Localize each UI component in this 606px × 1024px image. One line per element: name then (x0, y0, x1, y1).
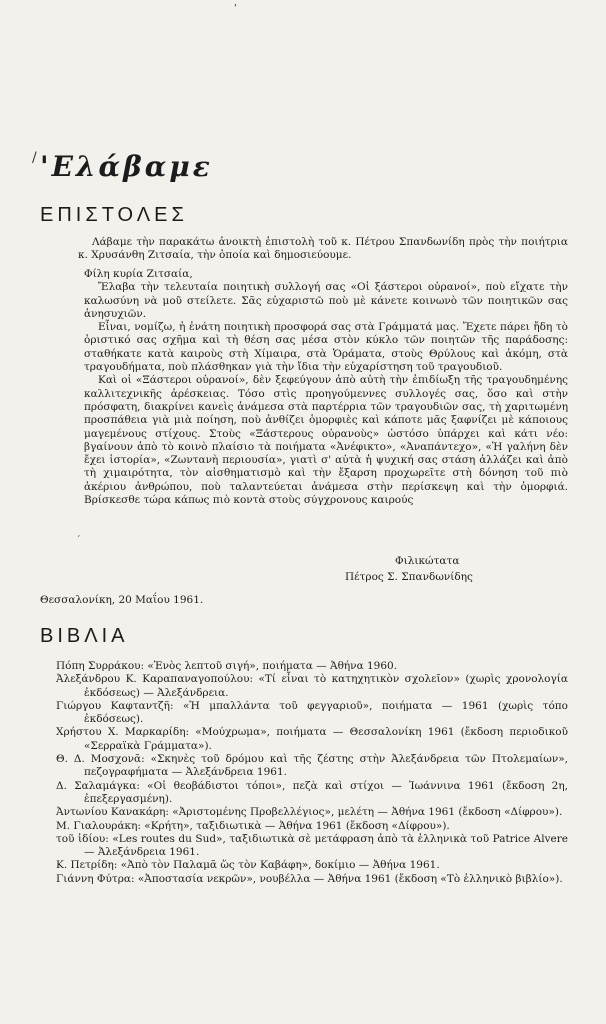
book-entry: Δ. Σαλαμάγκα: «Οἱ θεοβάδιστοι τόποι», πεζὰ καὶ στίχοι — Ἰωάννινα 1961 (ἔκδοση 2η, ἐπεξεργασμένη). (56, 779, 568, 805)
book-entry: Ἀλεξάνδρου Κ. Καραπαναγοπούλου: «Τί εἶναι τὸ κατηχητικὸν σχολεῖον» (χωρὶς χρονολογία ἐκδόσεως) — Ἀλεξάνδρεια. (56, 673, 568, 699)
book-entry: Πόπη Συρράκου: «Ἑνὸς λεπτοῦ σιγή», ποιήματα — Ἀθήνα 1960. (56, 660, 398, 672)
stray-mark: ʹ (234, 4, 237, 15)
letter-signature: Πέτρος Σ. Σπανδωνίδης (345, 571, 473, 583)
letter-salutation: Φίλη κυρία Ζιτσαία, (84, 268, 193, 280)
page-title: 'Ελάβαμε (40, 150, 213, 183)
book-entry: Κ. Πετρίδη: «Ἀπὸ τὸν Παλαμᾶ ὥς τὸν Καβάφη», δοκίμιο — Ἀθήνα 1961. (56, 859, 440, 872)
stray-mark: / (32, 150, 37, 166)
letter-place-date: Θεσσαλονίκη, 20 Μαΐου 1961. (40, 594, 204, 606)
book-entry: Θ. Δ. Μοσχονᾶ: «Σκηνὲς τοῦ δρόμου καὶ τῆς ζέστης στὴν Ἀλεξάνδρεια τῶν Πτολεμαίων», πεζογραφήματα — Ἀλεξάνδρεια 1961. (56, 753, 568, 779)
book-entry: Χρήστου Χ. Μαρκαρίδη: «Μούχρωμα», ποιήματα — Θεσσαλονίκη 1961 (ἔκδοση περιοδικοῦ «Σερραϊκὰ Γράμματα»). (56, 726, 568, 752)
book-entry: Γιάννη Φύτρα: «Ἀποστασία νεκρῶν», νουβέλλα — Ἀθήνα 1961 (ἔκδοση «Τὸ ἑλληνικὸ βιβλίο»). (56, 872, 563, 885)
letter-paragraph: Εἶναι, νομίζω, ἡ ἐνάτη ποιητικὴ προσφορά σας στὰ Γράμματά μας. Ἔχετε πάρει ἤδη τὸ ὁριστικό σας σχῆμα καὶ τὴ θέση σας μέσα στὸν κύκλο τῶν ποιητῶν τῆς παράδοσης: σταθήκατε κατὰ καιροὺς στὴ Χίμαιρα, στὰ Ὁράματα, στοὺς Θρύλους καὶ ἀκόμη, στὰ τραγουδήματα, ποὺ πλάσθηκαν γιὰ τὴν ἴδια τὴν εὐχαρίστηση τοῦ τραγουδιοῦ. (84, 321, 568, 374)
letter-paragraph: Καὶ οἱ «Ξάστεροι οὐρανοί», δὲν ξεφεύγουν ἀπὸ αὐτὴ τὴν ἐπιδίωξη τῆς τραγουδημένης καλλιτεχνικῆς ἀρέσκειας. Τόσο στὶς προηγούμεννες συλλογές σας, ὅσο καὶ στὴν πρόσφατη, διακρίνει κανεὶς ἀνάμεσα στὰ παρτέρρια τῶν τραγουδιῶν σας, τὴ χαριτωμένη προσπάθεια γιὰ μιὰ ποίηση, ποὺ ἀνθίζει ὁμορφιὲς καὶ κάποτε μᾶς ξαφνίζει μὲ κάποιους μαγεμένους στίχους. Στοὺς «Ξάστερους οὐρανοὺς» ὡστόσο ὑπάρχει καὶ κάτι νέο: βγαίνουν ἀπὸ τὸ κοινὸ πλαίσιο τὰ ποιήματα «Ἀνέφικτο», «Ἀναπάντεχο», «Ἡ γαλήνη δὲν ἔχει ἱστορία», «Ζωντανὴ περιουσία», γιατὶ σ' αὐτὰ ἡ ψυχική σας στάση ἀλλάζει καὶ ἀπὸ τὴ χιμαιρότητα, τὸν αἰσθηματισμὸ καὶ τὴν ἔξαρση προχωρεῖτε στὴ δόνηση τοῦ πιὸ ἀκέριου ἀνθρώπου, ποὺ ταλαντεύεται ἀνάμεσα στὴν περίσκεψη καὶ τὴν ὁμορφιά. Βρίσκεσθε τώρα κάπως πιὸ κοντὰ στοὺς σύγχρονους καιρούς (84, 374, 568, 507)
book-entry: Γιώργου Καφταντζῆ: «Ἡ μπαλλάντα τοῦ φεγγαριοῦ», ποιήματα — 1961 (χωρὶς τόπο ἐκδόσεως). (56, 699, 568, 726)
stray-mark: ´ (76, 536, 81, 546)
letters-heading: ΕΠΙΣΤΟΛΕΣ (40, 204, 188, 226)
books-heading: ΒΙΒΛΙΑ (40, 625, 129, 647)
letter-intro: Λάβαμε τὴν παρακάτω ἀνοικτὴ ἐπιστολὴ τοῦ κ. Πέτρου Σπανδωνίδη πρὸς τὴν ποιήτρια κ. Χρυσάνθη Ζιτσαία, τὴν ὁποία καὶ δημοσιεύουμε. (78, 236, 568, 262)
letter-closing: Φιλικώτατα (395, 555, 460, 567)
books-list (56, 660, 568, 886)
book-entry: Μ. Γιαλουράκη: «Κρήτη», ταξιδιωτικὰ — Ἀθήνα 1961 (ἔκδοση «Δίφρου»). (56, 819, 450, 832)
letter-body (84, 268, 568, 507)
letter-paragraph: Ἔλαβα τὴν τελευταία ποιητικὴ συλλογή σας «Οἱ ξάστεροι οὐρανοί», ποὺ εἴχατε τὴν καλωσύνη νὰ μοῦ στείλετε. Σᾶς εὐχαριστῶ ποὺ μὲ κάνετε κοινωνὸ τῶν ποιητικῶν σας ἀνησυχιῶν. (84, 281, 568, 320)
book-entry: Ἀντωνίου Κανακάρη: «Ἀριστομένης Προβελλέγιος», μελέτη — Ἀθήνα 1961 (ἔκδοση «Δίφρου»). (56, 806, 563, 819)
book-entry: τοῦ ἰδίου: «Les routes du Sud», ταξιδιωτικὰ σὲ μετάφραση ἀπὸ τὰ ἑλληνικὰ τοῦ Patrice Alvere — Ἀλεξάνδρεια 1961. (56, 832, 568, 859)
